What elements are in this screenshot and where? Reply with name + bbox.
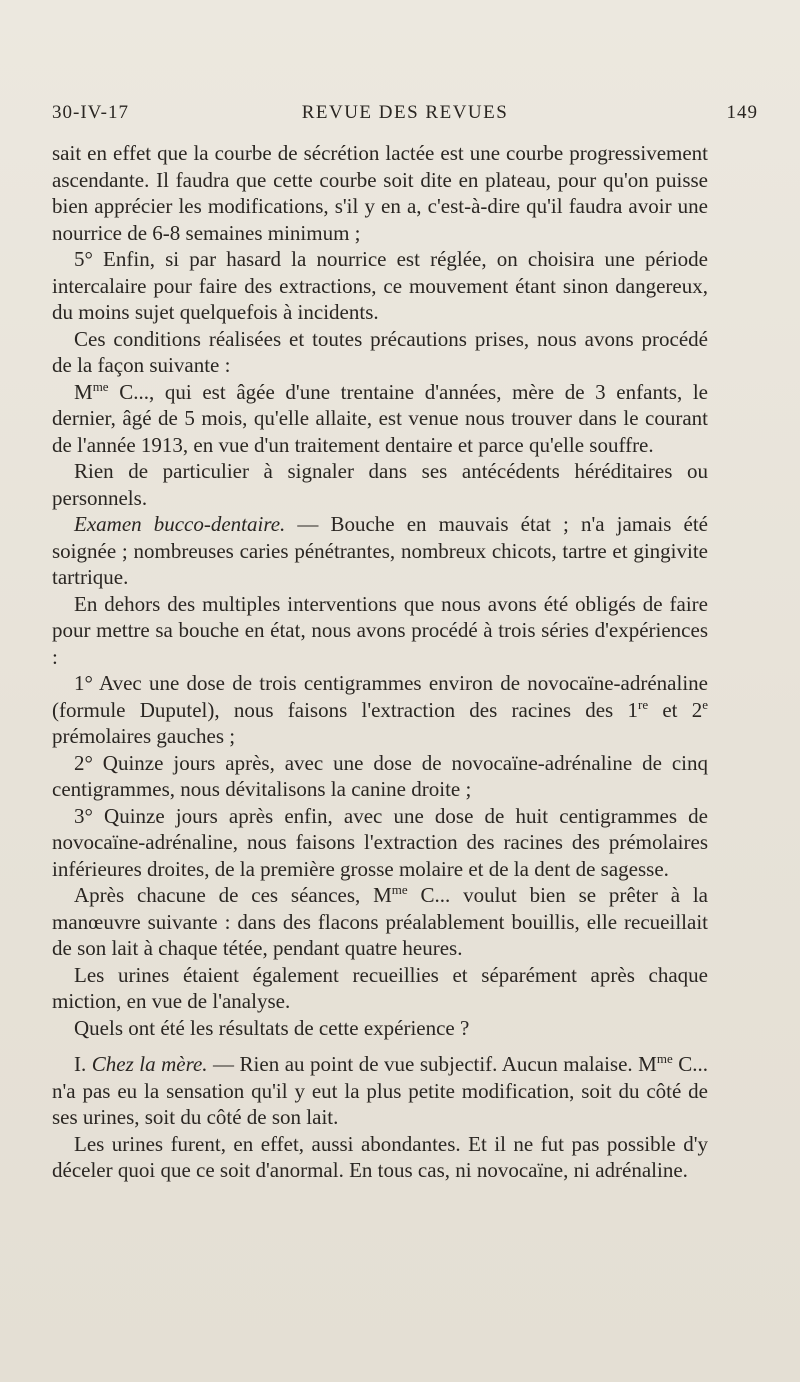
paragraph: Après chacune de ces séances, $M^{me}$ C... voulut bien se prêter à la manœuvre suivante : dans des flacons préalablement bouillis, elle recueillait de son lait à chaque tétée, pendant quatre heures. — [52, 882, 708, 960]
paragraph: 3° Quinze jours après enfin, avec une dose de huit centigrammes de novocaïne-adrénaline, nous faisons l'extraction des racines des prémolaires inférieures droites, de la première grosse molaire et de la dent de sagesse. — [52, 803, 708, 881]
running-header — [52, 102, 758, 132]
paragraph: sait en effet que la courbe de sécrétion lactée est une courbe progressivement ascendante. Il faudra que cette courbe soit dite en plateau, pour qu'on puisse bien apprécier les modifications, s'il y en a, c'est-à-dire qu'il faudra avoir une nourrice de 6-8 semaines minimum ; — [52, 141, 708, 245]
paragraph: I. Chez la mère. — Rien au point de vue subjectif. Aucun malaise. $M^{me}$ C... n'a pas eu la sensation qu'il y eut la plus petite modification, soit du côté de ses urines, soit du côté de son lait. — [52, 1051, 708, 1129]
page-number: 149 — [726, 102, 758, 123]
section-heading: Examen bucco-dentaire. — [74, 512, 286, 536]
paragraph: En dehors des multiples interventions que nous avons été obligés de faire pour mettre sa bouche en état, nous avons procédé à trois séries d'expériences : — [52, 591, 708, 669]
paragraph: Les urines furent, en effet, aussi abondantes. Et il ne fut pas possible d'y déceler quoi que ce soit d'anormal. En tous cas, ni novocaïne, ni adrénaline. — [52, 1131, 708, 1182]
paragraph: Ces conditions réalisées et toutes précautions prises, nous avons procédé de la façon suivante : — [52, 326, 708, 377]
paragraph: Quels ont été les résultats de cette expérience ? — [74, 1015, 470, 1040]
paragraph: 1° Avec une dose de trois centigrammes environ de novocaïne-adrénaline (formule Duputel), nous faisons l'extraction des racines des 1re et 2e prémolaires gauches ; — [52, 671, 709, 748]
section-heading: Chez la mère. — [91, 1052, 208, 1076]
header-title: REVUE DES REVUES — [301, 102, 509, 123]
paragraph: Rien de particulier à signaler dans ses antécédents héréditaires ou personnels. — [52, 459, 708, 510]
header-date: 30-IV-17 — [52, 102, 129, 123]
paragraph: Les urines étaient également recueillies et séparément après chaque miction, en vue de l'analyse. — [52, 962, 708, 1013]
paragraph: 2° Quinze jours après, avec une dose de novocaïne-adrénaline de cinq centigrammes, nous dévitalisons la canine droite ; — [52, 750, 708, 801]
paragraph: $M^{me}$ C..., qui est âgée d'une trentaine d'années, mère de 3 enfants, le dernier, âgé de 5 mois, qu'elle allaite, est venue nous trouver dans le courant de l'année 1913, en vue d'un traitement dentaire et parce qu'elle souffre. — [52, 378, 708, 457]
paragraph: 5° Enfin, si par hasard la nourrice est réglée, on choisira une période intercalaire pour faire des extractions, ce mouvement étant sinon dangereux, du moins sujet quelquefois à incidents. — [52, 247, 708, 324]
section-gap — [52, 1041, 708, 1051]
body-text — [52, 140, 708, 1184]
paragraph: Examen bucco-dentaire. — Bouche en mauvais état ; n'a jamais été soignée ; nombreuses caries pénétrantes, nombreux chicots, tartre et gingivite tartrique. — [52, 512, 708, 589]
